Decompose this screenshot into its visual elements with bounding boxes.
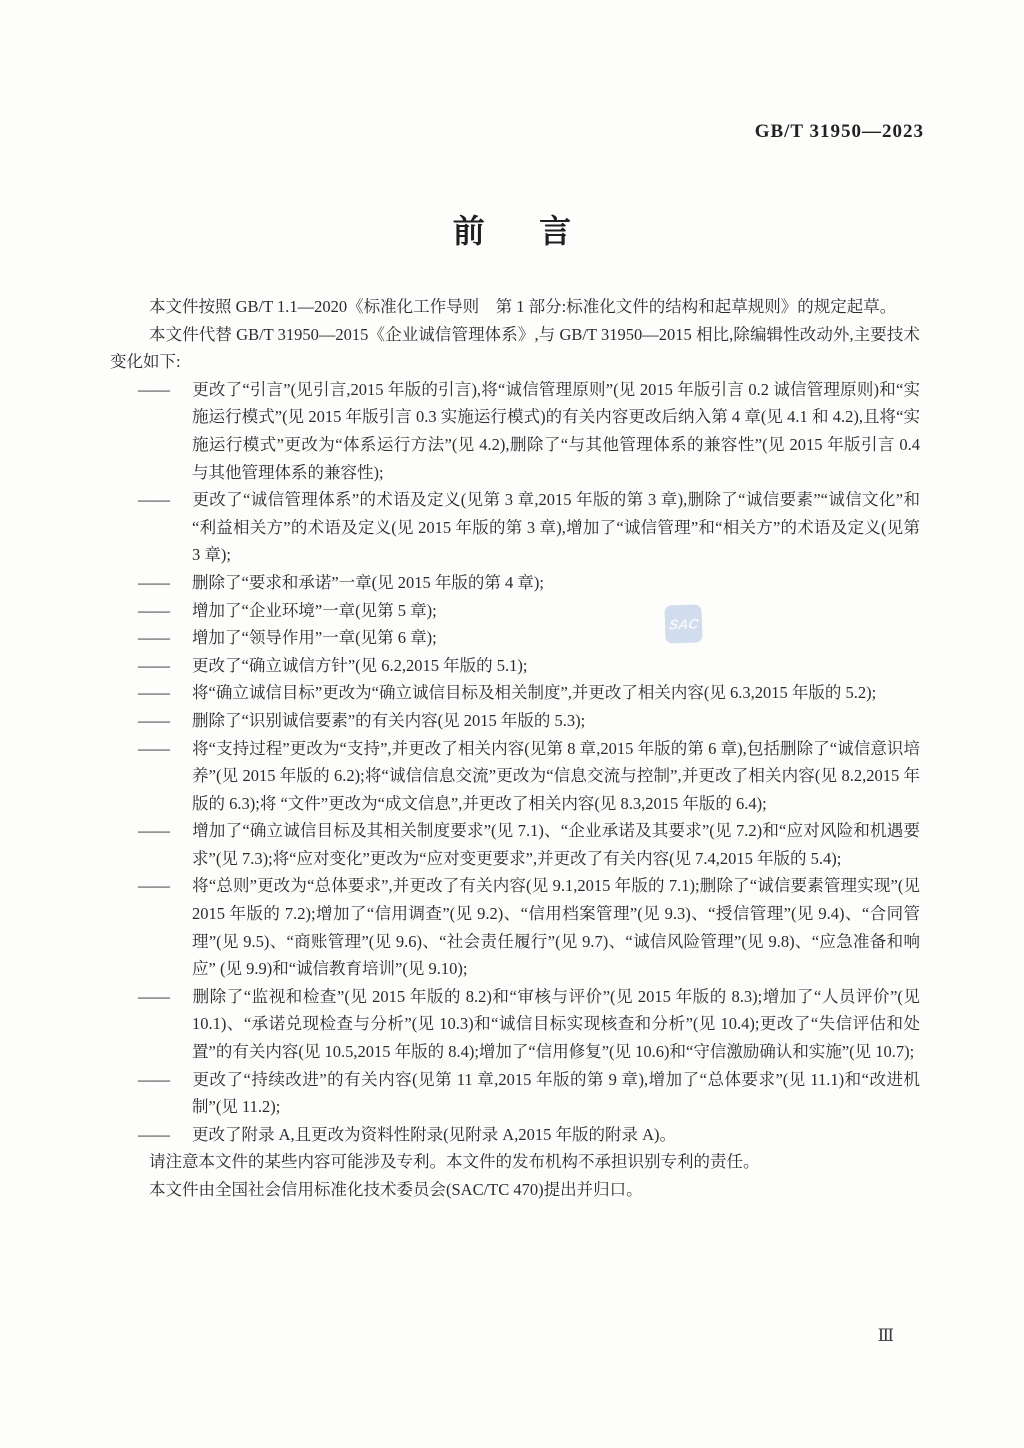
closing-paragraph: 请注意本文件的某些内容可能涉及专利。本文件的发布机构不承担识别专利的责任。	[149, 1152, 760, 1172]
item-text: 增加了“企业环境”一章(见第 5 章);	[192, 600, 437, 620]
page-title: 前言	[452, 213, 626, 249]
item-dash: ——	[138, 1124, 169, 1144]
item-dash: ——	[138, 986, 169, 1006]
item-text: 更改了“诚信管理体系”的术语及定义(见第 3 章,2015 年版的第 3 章),删除了“诚信要素”“诚信文化”和“利益相关方”的术语及定义(见 2015 年版的第 3 章),增加了“诚信管理”和“相关方”的术语及定义(见第 3 章);	[192, 490, 920, 565]
item-dash: ——	[138, 876, 169, 896]
change-item	[110, 679, 920, 707]
change-item	[110, 707, 920, 735]
item-text: 删除了“要求和承诺”一章(见 2015 年版的第 4 章);	[192, 572, 544, 592]
item-dash: ——	[138, 738, 169, 758]
item-dash: ——	[138, 821, 169, 841]
item-text: 删除了“识别诚信要素”的有关内容(见 2015 年版的 5.3);	[192, 710, 586, 730]
item-text: 更改了“引言”(见引言,2015 年版的引言),将“诚信管理原则”(见 2015 年版引言 0.2 诚信管理原则)和“实施运行模式”(见 2015 年版引言 0.3 实施运行模式)的有关内容更改后纳入第 4 章(见 4.1 和 4.2),且将“实施运行模式”更改为“体系运行方法”(见 4.2),删除了“与其他管理体系的兼容性”(见 2015 年版引言 0.4 与其他管理体系的兼容性);	[192, 379, 920, 482]
item-dash: ——	[138, 655, 169, 675]
item-text: 将“支持过程”更改为“支持”,并更改了相关内容(见第 8 章,2015 年版的第 6 章),包括删除了“诚信意识培养”(见 2015 年版的 6.2);将“诚信信息交流”更改为“信息交流与控制”,并更改了相关内容(见 8.2,2015 年版的 6.3);将 “文件”更改为“成文信息”,并更改了相关内容(见 8.3,2015 年版的 6.4);	[192, 738, 920, 813]
closing-paragraphs	[110, 1148, 920, 1203]
item-text: 将“总则”更改为“总体要求”,并更改了有关内容(见 9.1,2015 年版的 7.1);删除了“诚信要素管理实现”(见 2015 年版的 7.2);增加了“信用调查”(见 9.2)、“信用档案管理”(见 9.3)、“授信管理”(见 9.4)、“合同管理”(见 9.5)、“商账管理”(见 9.6)、“社会责任履行”(见 9.7)、“诚信风险管理”(见 9.8)、“应急准备和响应” (见 9.9)和“诚信教育培训”(见 9.10);	[192, 876, 920, 979]
change-list	[110, 376, 920, 1149]
sac-watermark-text: SAC	[667, 615, 700, 633]
item-dash: ——	[138, 490, 169, 510]
item-dash: ——	[138, 1069, 169, 1089]
item-dash: ——	[138, 710, 169, 730]
item-dash: ——	[138, 628, 169, 648]
page-number: Ⅲ	[877, 1326, 894, 1345]
intro-paragraph: 本文件按照 GB/T 1.1—2020《标准化工作导则 第 1 部分:标准化文件的结构和起草规则》的规定起草。	[149, 297, 897, 316]
intro-paragraph: 本文件代替 GB/T 31950—2015《企业诚信管理体系》,与 GB/T 31950—2015 相比,除编辑性改动外,主要技术变化如下:	[110, 324, 920, 372]
item-dash: ——	[138, 600, 169, 620]
change-item	[110, 872, 920, 982]
standard-number-header: GB/T 31950—2023	[754, 121, 924, 142]
item-text: 更改了附录 A,且更改为资料性附录(见附录 A,2015 年版的附录 A)。	[192, 1124, 676, 1144]
intro-paragraphs	[110, 293, 920, 376]
item-dash: ——	[138, 379, 169, 399]
change-item	[110, 376, 920, 486]
item-dash: ——	[138, 683, 169, 703]
change-item	[110, 1066, 920, 1121]
change-item	[110, 817, 920, 872]
change-item	[110, 1121, 920, 1149]
item-text: 增加了“确立诚信目标及其相关制度要求”(见 7.1)、“企业承诺及其要求”(见 7.2)和“应对风险和机遇要求”(见 7.3);将“应对变化”更改为“应对变更要求”,并更改了有关内容(见 7.4,2015 年版的 5.4);	[192, 821, 920, 868]
change-item	[110, 735, 920, 818]
item-text: 更改了“确立诚信方针”(见 6.2,2015 年版的 5.1);	[192, 655, 528, 675]
foreword-body	[110, 293, 920, 1204]
item-text: 将“确立诚信目标”更改为“确立诚信目标及相关制度”,并更改了相关内容(见 6.3,2015 年版的 5.2);	[192, 683, 877, 703]
closing-paragraph: 本文件由全国社会信用标准化技术委员会(SAC/TC 470)提出并归口。	[149, 1180, 643, 1199]
change-item	[110, 624, 920, 652]
change-item	[110, 569, 920, 597]
change-item	[110, 652, 920, 680]
item-text: 增加了“领导作用”一章(见第 6 章);	[192, 628, 437, 648]
change-item	[110, 983, 920, 1066]
item-dash: ——	[138, 572, 169, 592]
item-text: 更改了“持续改进”的有关内容(见第 11 章,2015 年版的第 9 章),增加了“总体要求”(见 11.1)和“改进机制”(见 11.2);	[192, 1069, 920, 1117]
item-text: 删除了“监视和检查”(见 2015 年版的 8.2)和“审核与评价”(见 2015 年版的 8.3);增加了“人员评价”(见 10.1)、“承诺兑现检查与分析”(见 10.3)和“诚信目标实现核查和分析”(见 10.4);更改了“失信评估和处置”的有关内容(见 10.5,2015 年版的 8.4);增加了“信用修复”(见 10.6)和“守信激励确认和实施”(见 10.7);	[192, 986, 920, 1062]
change-item	[110, 597, 920, 625]
change-item	[110, 486, 920, 569]
